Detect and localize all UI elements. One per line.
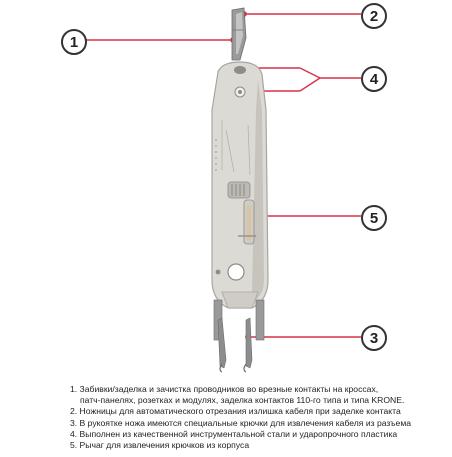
feature-notes (70, 384, 450, 451)
note-5: 5. Рычаг для извлечения крючков из корпуса (70, 440, 250, 451)
callout-5: 5 (361, 205, 387, 231)
tool-body (212, 62, 268, 308)
leader-line-4d (300, 78, 320, 91)
callout-3: 3 (361, 325, 387, 351)
callout-1: 1 (61, 29, 87, 55)
leader-line-4c (300, 68, 320, 78)
blade (232, 8, 246, 60)
callout-2: 2 (361, 3, 387, 29)
note-4: 4. Выполнен из качественной инструментальной стали и ударопрочного пластика (70, 428, 398, 439)
note-2: 2. Ножницы для автоматического отрезания излишка кабеля при заделке контакта (70, 406, 401, 417)
callout-4: 4 (361, 66, 387, 92)
hooks (214, 300, 264, 372)
note-1-continued: патч-панелях, розетках и модулях, заделка контактов 110-го типа и типа KRONE. (80, 395, 405, 406)
note-1: 1. Забивки/заделка и зачистка проводников во врезные контакты на кроссах, (70, 384, 379, 394)
note-3: 3. В рукоятке ножа имеются специальные крючки для извлечения кабеля из разъема (70, 417, 412, 428)
